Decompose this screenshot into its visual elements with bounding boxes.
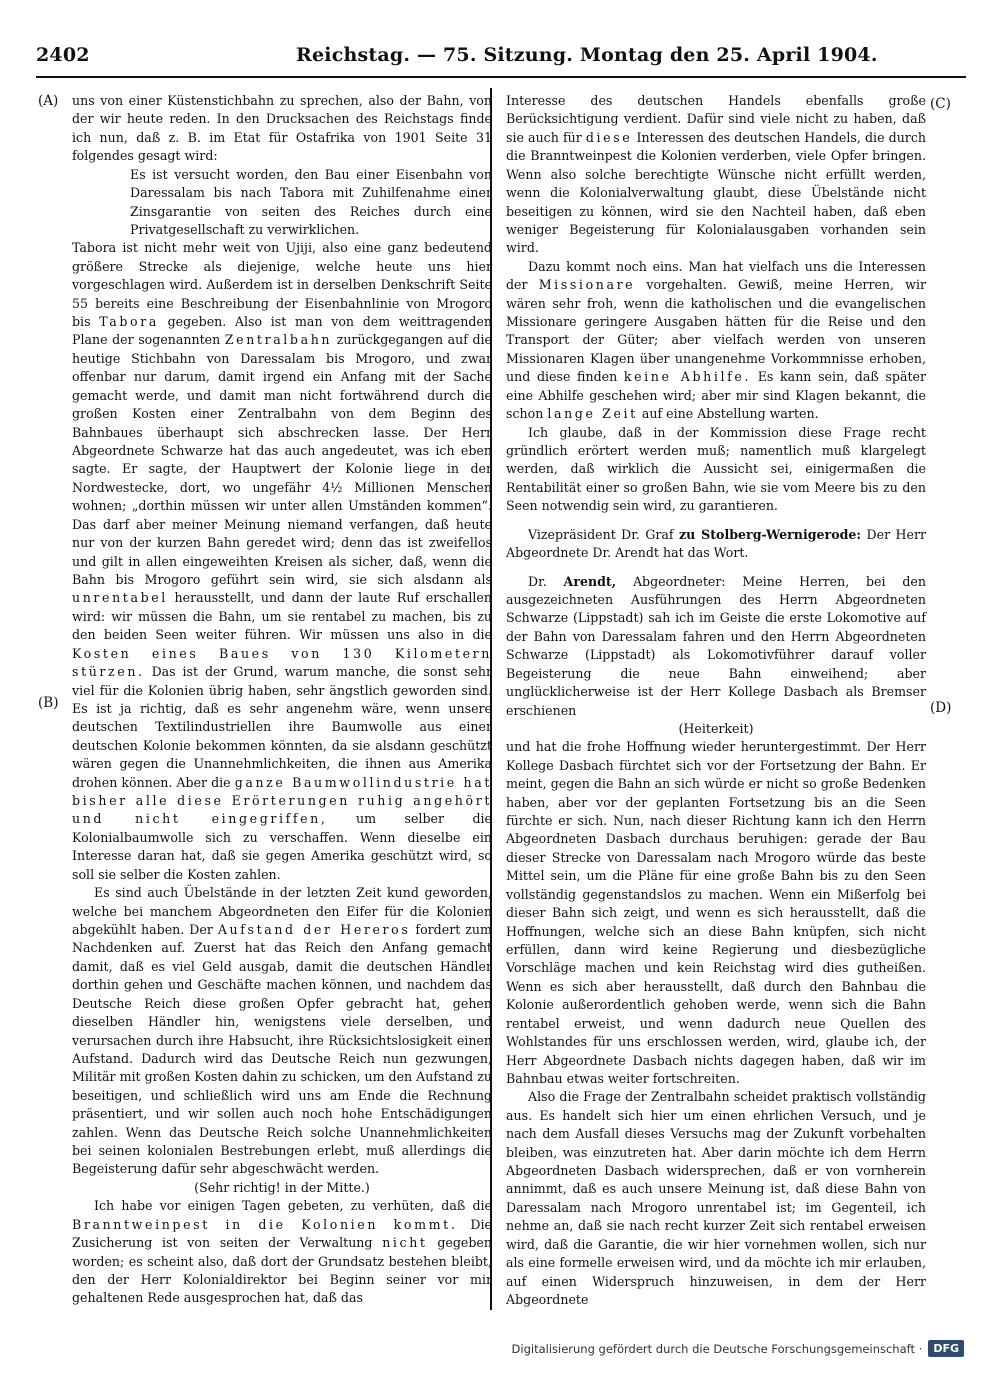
margin-marker-a: (A) [38, 93, 59, 109]
footer-credit [512, 1340, 964, 1357]
paragraph: Interesse des deutschen Handels ebenfalls große Berücksichtigung verdient. Dafür sind viele nicht zu haben, daß sie auch für diese Interessen des deutschen Handels, die durch die Branntweinpest die Kolonien verderben, viele Opfer bringen. Wenn also solche berechtigte Wünsche nicht erfüllt werden, wenn die Kolonialverwaltung glaubt, diese Übelstände nicht beseitigen zu können, wird sie den Nachteil haben, daß eben weniger Begeisterung für Kolonialausgaben vorhanden sein wird. [506, 93, 926, 256]
header-rule [36, 76, 966, 78]
speaker-arendt: Dr. Arendt, Abgeordneter: Meine Herren, bei den ausgezeichneten Ausführungen des Herrn Abgeordneten Schwarze (Lippstadt) sah ich im Geiste die erste Lokomotive auf der Bahn von Daressalam fahren und den Herrn Abgeordneten Schwarze (Lippstadt) als Lokomotivführer darauf voller Begeisterung die neue Bahn einweihend; aber unglücklicherweise ist der Herr Kollege Dasbach als Bremser erschienen [506, 573, 926, 718]
paragraph: Dazu kommt noch eins. Man hat vielfach uns die Interessen der Missionare vorgehalten. Gewiß, meine Herren, wir wären sehr froh, wenn die katholischen und die evangelischen Missionare geringere Ausgaben hätten für die Reise und den Transport der Güter; aber vielfach werden von unseren Missionaren Klagen über unangenehme Vorkommnisse erhoben, und diese finden keine Abhilfe. Es kann sein, daß später eine Abhilfe geschehen wird; aber mir sind Klagen bekannt, die schon lange Zeit auf eine Abstellung warten. [506, 258, 926, 422]
dfg-logo: DFG [928, 1340, 964, 1357]
running-title: Reichstag. — 75. Sitzung. Montag den 25. April 1904. [296, 44, 878, 66]
paragraph: Ich habe vor einigen Tagen gebeten, zu verhüten, daß die Branntweinpest in die Kolonien kommt. Die Zusicherung ist von seiten der Verwaltung nicht gegeben worden; es scheint also, daß dort der Grundsatz bestehen bleibt, den der Herr Kolonialdirektor bei Beginn seiner vor mir gehaltenen Rede ausgesprochen hat, daß das [72, 1198, 492, 1306]
interjection: (Sehr richtig! in der Mitte.) [194, 1179, 370, 1195]
interjection: (Heiterkeit) [678, 720, 754, 736]
page-header [36, 42, 966, 76]
column-divider [490, 88, 492, 1310]
left-column [72, 92, 492, 1308]
right-column [506, 92, 926, 1309]
quotation: Es ist versucht worden, den Bau einer Eisenbahn von Daressalam bis nach Tabora mit Zuhilfenahme einer Zinsgarantie von seiten des Reiches durch eine Privatgesellschaft zu verwirklichen. [130, 166, 492, 237]
paragraph: Es sind auch Übelstände in der letzten Zeit kund geworden, welche bei manchem Abgeordneten den Eifer für die Kolonien abgekühlt haben. Der Aufstand der Hereros fordert zum Nachdenken auf. Zuerst hat das Reich den Anfang gemacht damit, daß es viel Geld ausgab, damit die deutschen Händler dorthin gehen und Geschäfte machen können, und nachdem das Deutsche Reich diese großen Opfer gebracht hat, gehen dieselben Händler hin, wenigstens viele derselben, und verursachen durch ihre Habsucht, ihre Rücksichtslosigkeit einen Aufstand. Dadurch wird das Deutsche Reich nun gezwungen, Militär mit großen Kosten dahin zu schicken, um den Aufstand zu beseitigen, und schließlich wird uns am Ende die Rechnung präsentiert, und wir sollen auch noch hohe Entschädigungen zahlen. Wenn das Deutsche Reich solche Unannehmlichkeiten bei seinen kolonialen Bestrebungen erlebt, muß allerdings die Begeisterung dafür sehr abgeschwächt werden. [72, 885, 492, 1177]
margin-marker-b: (B) [38, 695, 59, 711]
paragraph: Also die Frage der Zentralbahn scheidet praktisch vollständig aus. Es handelt sich hier um einen ehrlichen Versuch, und je nach dem Ausfall dieses Versuchs mag der Zukunft vorbehalten bleiben, was einzutreten hat. Aber darin möchte ich dem Herrn Abgeordneten Dasbach widersprechen, daß er von vornherein annimmt, daß es auch unsere Meinung ist, daß diese Bahn von Daressalam nach Mrogoro unrentabel ist; im Gegenteil, ich nehme an, daß sie nach recht kurzer Zeit sich rentabel erweisen wird, daß die Garantie, die wir hier vornehmen wollen, sich nur als eine formelle erweisen wird, und da möchte ich mir erlauben, auf einen Widerspruch hinzuweisen, in dem der Herr Abgeordnete [506, 1089, 926, 1307]
speaker-vizepraesident: Vizepräsident Dr. Graf zu Stolberg-Wernigerode: Der Herr Abgeordnete Dr. Arendt hat das Wort. [506, 526, 926, 561]
footer-credit-text: Digitalisierung gefördert durch die Deutsche Forschungsgemeinschaft · [511, 1341, 923, 1356]
paragraph: uns von einer Küstenstichbahn zu sprechen, also der Bahn, von der wir heute reden. In den Drucksachen des Reichstags finde ich nun, daß z. B. im Etat für Ostafrika von 1901 Seite 31 folgendes gesagt wird: [72, 93, 492, 164]
paragraph: Tabora ist nicht mehr weit von Ujiji, also eine ganz bedeutend größere Strecke als diejenige, welche heute uns hier vorgeschlagen wird. Außerdem ist in derselben Denkschrift Seite 55 bereits eine Beschreibung der Eisenbahnlinie von Mrogoro bis Tabora gegeben. Also ist man von dem weittragenden Plane der sogenannten Zentralbahn zurückgegangen auf die heutige Stichbahn von Daressalam bis Mrogoro, und zwar offenbar nur darum, damit irgend ein Anfang mit der Sache gemacht werde, und damit man nicht fortwährend durch die großen Kosten einer Zentralbahn von dem Beginn des Bahnbaues überhaupt sich abschrecken lasse. Der Herr Abgeordnete Schwarze hat das auch angedeutet, was ich eben sagte. Er sagte, der Hauptwert der Kolonie liege in der Nordwestecke, dort, wo ungefähr 4½ Millionen Menschen wohnen; „dorthin müssen wir unter allen Umständen kommen“. Das darf aber meiner Meinung niemand verfangen, daß heute nur von der kurzen Bahn geredet wird; denn das ist zweifellos und gilt in allen eingeweihten Kreisen als sicher, daß, wenn die Bahn bis Mrogoro geführt sein wird, sie sich alsdann als unrentabel herausstellt, und dann der laute Ruf erschallen wird: wir müssen die Bahn, um sie rentabel zu machen, bis zu den beiden Seen weiter führen. Wir müssen uns also in die Kosten eines Baues von 130 Kilometern stürzen. Das ist der Grund, warum manche, die sonst sehr viel für die Kolonien übrig haben, sehr ängstlich geworden sind. Es ist ja richtig, daß es sehr angenehm wäre, wenn unsere deutschen Textilindustriellen ihre Baumwolle aus einer deutschen Kolonie bekommen könnten, da sie alsdann geschützt wären gegen die Unannehmlichkeiten, die ihnen aus Amerika drohen können. Aber die ganze Baumwollindustrie hat bisher alle diese Erörterungen ruhig angehört und nicht eingegriffen, um selber die Kolonialbaumwolle sich zu verschaffen. Wenn dieselbe ein Interesse daran hat, daß sie gegen Amerika geschützt wird, so soll sie selber die Kosten zahlen. [72, 240, 492, 882]
margin-marker-c: (C) [930, 96, 951, 112]
page-number: 2402 [36, 44, 90, 66]
margin-marker-d: (D) [930, 700, 952, 716]
paragraph: und hat die frohe Hoffnung wieder heruntergestimmt. Der Herr Kollege Dasbach fürchtet sich vor der Fortsetzung der Bahn. Er meint, gegen die Bahn an sich würde er nicht so große Bedenken haben, aber vor der geplanten Fortsetzung bis an die Seen fürchte er sich. Nun, nach dieser Richtung kann ich den Herrn Abgeordneten Dasbach durchaus beruhigen: gerade der Bau dieser Strecke von Daressalam nach Mrogoro würde das beste Mittel sein, um die Pläne für eine große Bahn bis zu den Seen vollständig gegenstandslos zu machen. Wenn ein Mißerfolg bei dieser Bahn sich zeigt, und wenn es sich herausstellt, daß die Hoffnungen, welche sich an diese Bahn knüpfen, sich nicht erfüllen, dann wird keine Regierung und diesbezügliche Vorschläge machen und kein Reichstag wird dies gutheißen. Wenn es sich aber herausstellt, daß durch den Bahnbau die Kolonie außerordentlich gehoben werde, wenn sich die Bahn rentabel erweist, und wenn dadurch neue Quellen des Wohlstandes für uns erschlossen werden, wird, glaube ich, der Herr Abgeordnete Dasbach nichts dagegen haben, daß wir im Bahnbau etwas weiter fortschreiten. [506, 739, 926, 1086]
paragraph: Ich glaube, daß in der Kommission diese Frage recht gründlich erörtert werden muß; namentlich muß klargelegt werden, daß wirklich die Aussicht sei, einigermaßen die Rentabilität einer so großen Bahn, wie sie vom Meere bis zu den Seen notwendig sein wird, zu garantieren. [506, 424, 926, 514]
